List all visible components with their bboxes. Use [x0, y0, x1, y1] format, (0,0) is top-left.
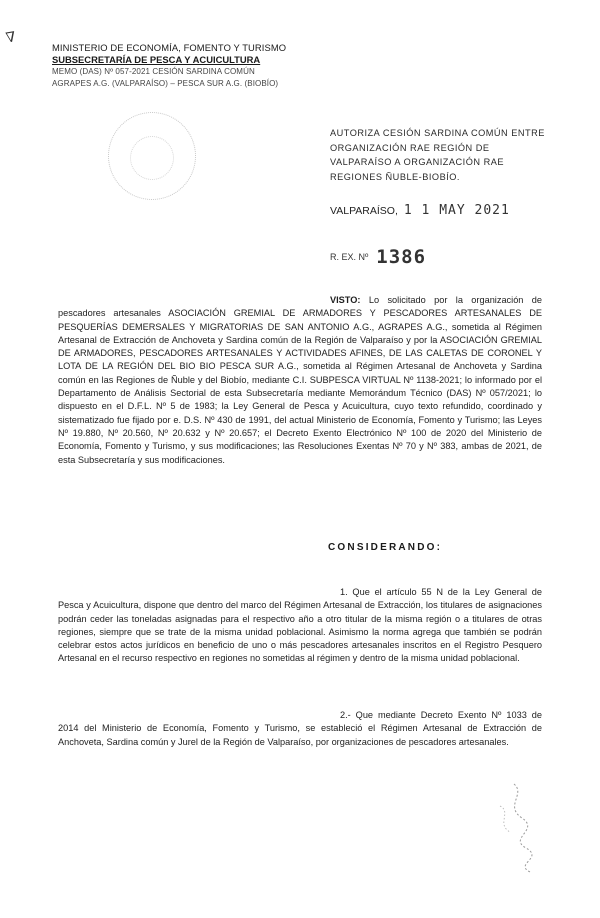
considerando-1-text: 1. Que el artículo 55 N de la Ley General de Pesca y Acuicultura, dispone que dentro del marco del Régimen Artesanal de Extracción, los titulares de asignaciones podrán ceder las toneladas asignadas para el respectivo año a otro titular de la misma región o a titulares de otras regiones, siempre que se trate de la misma unidad poblacional. Asimismo la norma agrega que también se podrán celebrar estos actos jurídicos en beneficio de uno o más pescadores artesanales inscritos en el Registro Pesquero Artesanal en el recurso respectivo en regiones no sometidas al régimen y dentro de la misma unidad poblacional.: [58, 587, 542, 664]
visto-text: Lo solicitado por la organización de pescadores artesanales ASOCIACIÓN GREMIAL DE ARMADORES Y PESCADORES ARTESANALES DE PESQUERÍAS DEMERSALES Y MIGRATORIAS DE SAN ANTONIO A.G., AGRAPES A.G., sometida al Régimen Artesanal de Extracción de Anchoveta y Sardina común de la Región de Valparaíso y por la ASOCIACIÓN GREMIAL DE ARMADORES, PESCADORES ARTESANALES Y ACTIVIDADES AFINES, DE LAS CALETAS DE CORONEL Y LOTA DE LA REGIÓN DEL BIO BIO PESCA SUR A.G., sometida al Régimen Artesanal de Anchoveta y Sardina común en las Regiones de Ñuble y del Biobío, mediante C.I. SUBPESCA VIRTUAL Nº 1138-2021; lo informado por el Departamento de Análisis Sectorial de esta Subsecretaría mediante Memorándum Técnico (DAS) Nº 057/2021; lo dispuesto en el D.F.L. Nº 5 de 1983; la Ley General de Pesca y Acuicultura, cuyo texto refundido, coordinado y sistematizado fue fijado por e. D.S. Nº 430 de 1991, del actual Ministerio de Economía, Fomento y Turismo; las Leyes Nº 19.880, Nº 20.560, Nº 20.632 y Nº 20.657; el Decreto Exento Electrónico Nº 100 de 2020 del Ministerio de Economía, Fomento y Turismo, y sus modificaciones; las Resoluciones Exentas Nº 70 y Nº 383, ambas de 2021, de esta Subsecretaría y sus modificaciones.: [58, 295, 543, 465]
faded-seal-stamp-inner: [130, 136, 174, 180]
date-stamp: 1 1 MAY 2021: [403, 203, 510, 218]
rex-label: R. EX. Nº: [330, 252, 369, 262]
resolution-subject: AUTORIZA CESIÓN SARDINA COMÚN ENTRE ORGANIZACIÓN RAE REGIÓN DE VALPARAÍSO A ORGANIZACIÓN RAE REGIONES ÑUBLE-BIOBÍO.: [330, 128, 545, 182]
considerando-paragraph-2: [58, 709, 542, 749]
considerando-heading: CONSIDERANDO:: [328, 542, 443, 553]
considerando-paragraph-1: [58, 586, 542, 666]
memo-reference-line-1: MEMO (DAS) Nº 057-2021 CESIÓN SARDINA COMÚN: [52, 67, 255, 76]
signature-scribble: [474, 776, 554, 876]
rex-number: 1386: [376, 246, 427, 268]
visto-label: VISTO:: [330, 295, 361, 305]
subsecretaria-name: SUBSECRETARÍA DE PESCA Y ACUICULTURA: [52, 54, 261, 65]
letterhead: [52, 42, 292, 90]
date-place: VALPARAÍSO,: [330, 205, 398, 217]
ministry-name: MINISTERIO DE ECONOMÍA, FOMENTO Y TURISMO: [52, 42, 287, 53]
resolution-number-line: [330, 246, 426, 268]
date-line: [330, 203, 510, 218]
visto-paragraph: [58, 294, 542, 467]
memo-reference-line-2: AGRAPES A.G. (VALPARAÍSO) – PESCA SUR A.G. (BIOBÍO): [52, 79, 279, 88]
corner-handwritten-mark: ∇: [4, 29, 18, 47]
considerando-2-text: 2.- Que mediante Decreto Exento Nº 1033 de 2014 del Ministerio de Economía, Fomento y Turismo, se estableció el Régimen Artesanal de Extracción de Anchoveta, Sardina común y Jurel de la Región de Valparaíso, por organizaciones de pescadores artesanales.: [58, 710, 542, 747]
